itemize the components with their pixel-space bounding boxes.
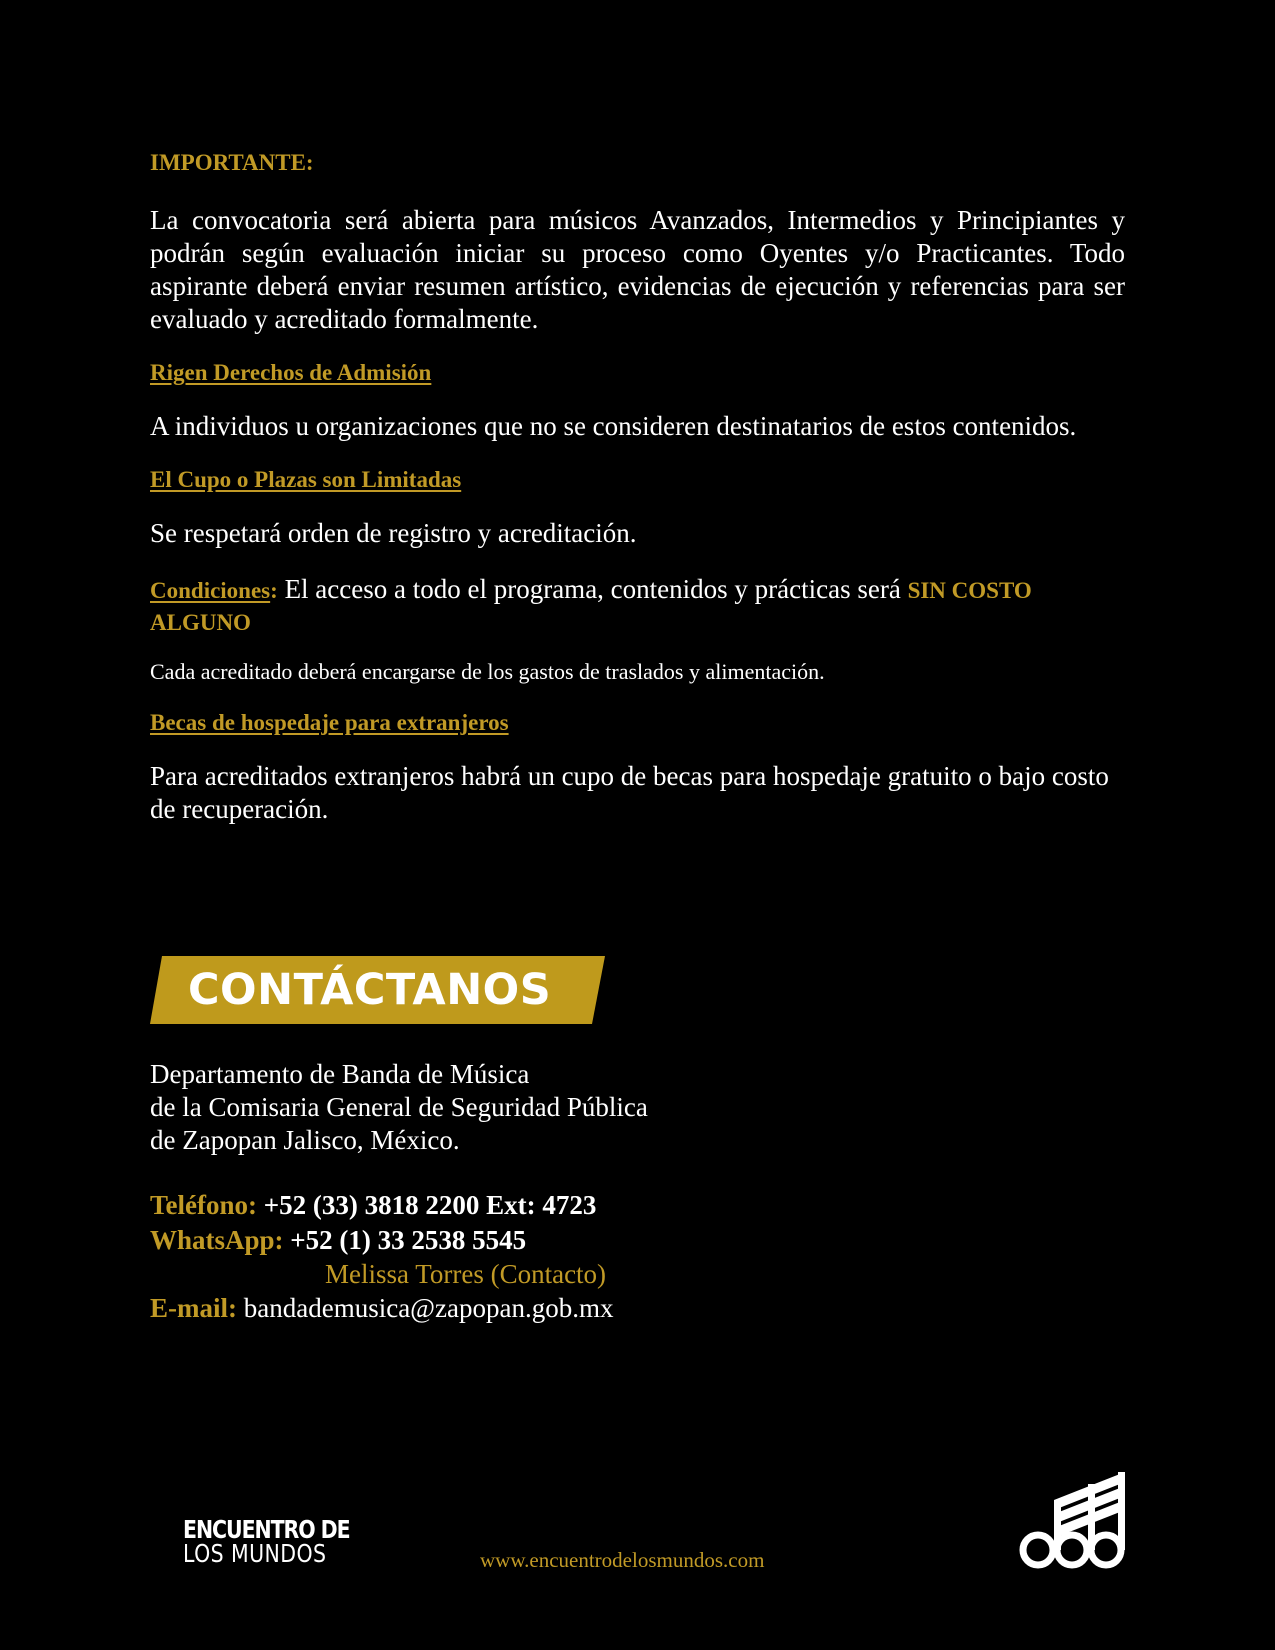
banner-title: CONTÁCTANOS xyxy=(188,965,552,1015)
becas-heading[interactable]: Becas de hospedaje para extranjeros xyxy=(150,710,509,735)
email-value[interactable]: bandademusica@zapopan.gob.mx xyxy=(237,1293,614,1323)
admision-paragraph: A individuos u organizaciones que no se consideren destinatarios de estos contenidos. xyxy=(150,411,1077,441)
becas-paragraph: Para acreditados extranjeros habrá un cupo de becas para hospedaje gratuito o bajo costo de recuperación. xyxy=(150,761,1109,824)
address-line-1: Departamento de Banda de Música xyxy=(150,1059,530,1089)
main-content xyxy=(150,148,1125,826)
whatsapp-value[interactable]: +52 (1) 33 2538 5545 xyxy=(283,1225,527,1255)
condiciones-label[interactable]: Condiciones: xyxy=(150,578,278,603)
email-label: E-mail: xyxy=(150,1293,237,1323)
whatsapp-contact-name: Melissa Torres (Contacto) xyxy=(325,1259,607,1289)
cupo-heading[interactable]: El Cupo o Plazas son Limitadas xyxy=(150,467,462,492)
contact-details xyxy=(150,1188,614,1326)
phone-row xyxy=(150,1188,614,1223)
contact-address xyxy=(150,1058,648,1157)
cupo-paragraph: Se respetará orden de registro y acreditación. xyxy=(150,518,637,548)
contact-banner xyxy=(150,956,605,1024)
whatsapp-row xyxy=(150,1223,614,1258)
footer-url[interactable]: www.encuentrodelosmundos.com xyxy=(480,1548,765,1572)
email-row xyxy=(150,1291,614,1326)
phone-label: Teléfono: xyxy=(150,1190,257,1220)
encuentro-logo xyxy=(183,1515,386,1568)
music-notes-logo-icon xyxy=(1008,1470,1128,1570)
condiciones-note: Cada acreditado deberá encargarse de los gastos de traslados y alimentación. xyxy=(150,659,825,684)
whatsapp-label: WhatsApp: xyxy=(150,1225,284,1255)
admision-heading[interactable]: Rigen Derechos de Admisión xyxy=(150,360,432,385)
address-line-2: de la Comisaria General de Seguridad Pública xyxy=(150,1092,648,1122)
importante-paragraph: La convocatoria será abierta para músicos Avanzados, Intermedios y Principiantes y podrán según evaluación iniciar su proceso como Oyentes y/o Practicantes. Todo aspirante deberá enviar resumen artístico, evidencias de ejecución y referencias para ser evaluado y acreditado formalmente. xyxy=(150,205,1125,334)
logo-line-2: LOS MUNDOS xyxy=(183,1539,327,1568)
condiciones-text: El acceso a todo el programa, contenidos y prácticas será xyxy=(277,574,908,604)
condiciones-highlight: SIN COSTO ALGUNO xyxy=(150,578,1032,635)
importante-heading: IMPORTANTE: xyxy=(150,150,314,175)
phone-value[interactable]: +52 (33) 3818 2200 Ext: 4723 xyxy=(257,1190,597,1220)
logo-line-1: ENCUENTRO DE xyxy=(183,1515,350,1544)
address-line-3: de Zapopan Jalisco, México. xyxy=(150,1125,460,1155)
condiciones-line xyxy=(150,574,1125,638)
